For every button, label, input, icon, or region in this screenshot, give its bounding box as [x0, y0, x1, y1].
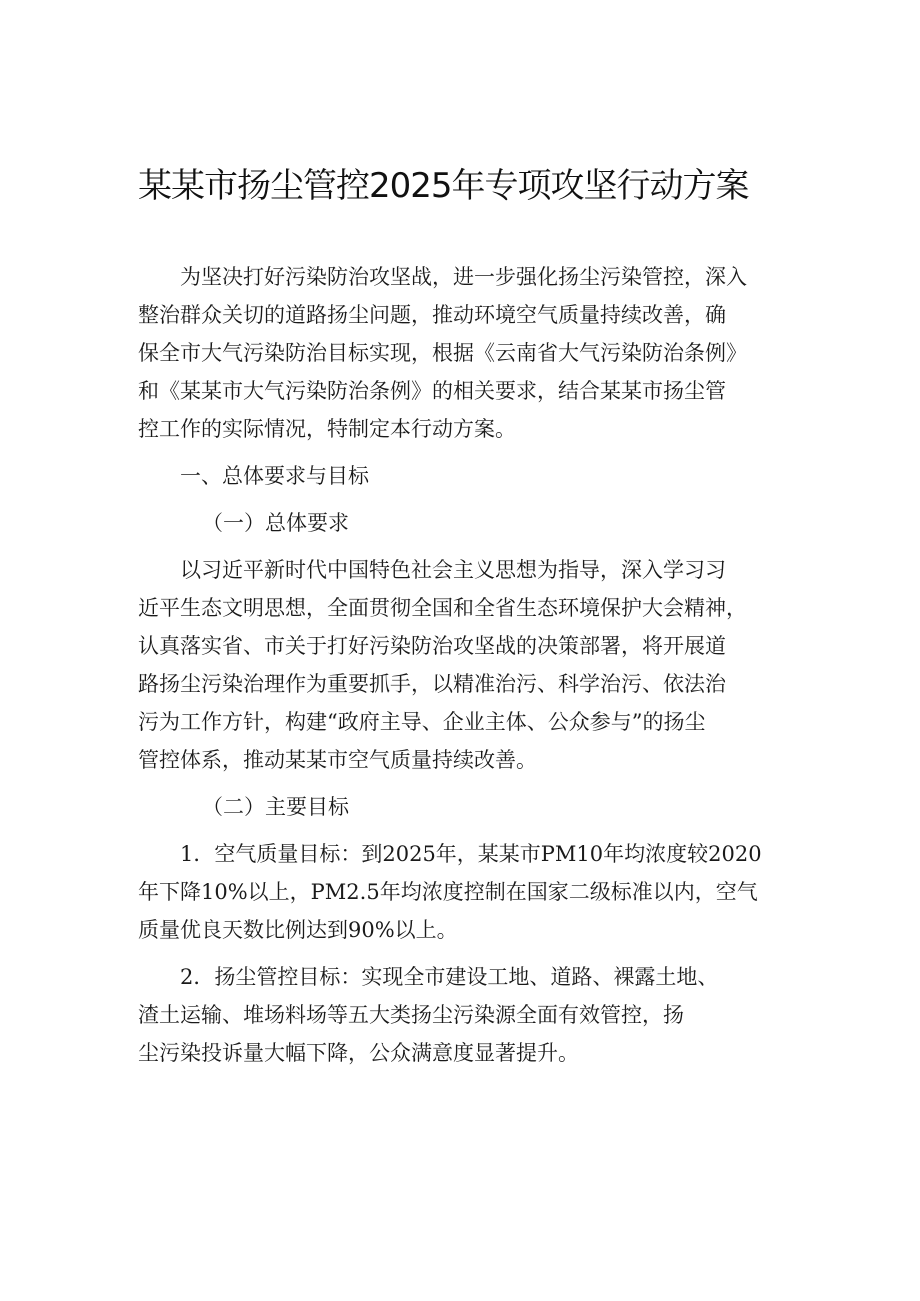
intro-line: 为坚决打好污染防治攻坚战，进一步强化扬尘污染管控，深入 — [180, 265, 747, 289]
goal-line: 尘污染投诉量大幅下降，公众满意度显著提升。 — [138, 1041, 579, 1065]
requirements-line: 以习近平新时代中国特色社会主义思想为指导，深入学习习 — [180, 558, 726, 582]
goal-line: 质量优良天数比例达到90%以上。 — [138, 918, 458, 942]
goal-line: 年下降10%以上，PM2.5年均浓度控制在国家二级标准以内，空气 — [138, 880, 758, 904]
requirements-line: 认真落实省、市关于打好污染防治攻坚战的决策部署，将开展道 — [138, 634, 726, 658]
subsection-heading: （一）总体要求 — [202, 511, 349, 535]
intro-line: 保全市大气污染防治目标实现，根据《云南省大气污染防治条例》 — [138, 341, 747, 365]
subsection-heading: （二）主要目标 — [202, 795, 349, 819]
requirements-paragraph — [138, 551, 798, 779]
document-title: 某某市扬尘管控2025年专项攻坚行动方案 — [138, 166, 749, 206]
goal-paragraph — [138, 835, 798, 949]
intro-line: 整治群众关切的道路扬尘问题，推动环境空气质量持续改善，确 — [138, 303, 726, 327]
goal-line: 渣土运输、堆场料场等五大类扬尘污染源全面有效管控，扬 — [138, 1003, 684, 1027]
requirements-line: 近平生态文明思想，全面贯彻全国和全省生态环境保护大会精神， — [138, 596, 747, 620]
goal-line: 1．空气质量目标：到2025年，某某市PM10年均浓度较2020 — [180, 842, 762, 866]
goal-paragraph — [138, 958, 798, 1072]
section-heading: 一、总体要求与目标 — [180, 464, 369, 488]
requirements-line: 管控体系，推动某某市空气质量持续改善。 — [138, 748, 537, 772]
goal-line: 2．扬尘管控目标：实现全市建设工地、道路、裸露土地、 — [180, 965, 719, 989]
intro-line: 控工作的实际情况，特制定本行动方案。 — [138, 417, 516, 441]
requirements-line: 污为工作方针，构建“政府主导、企业主体、公众参与”的扬尘 — [138, 710, 706, 734]
intro-line: 和《某某市大气污染防治条例》的相关要求，结合某某市扬尘管 — [138, 379, 726, 403]
document-body — [138, 258, 798, 1072]
requirements-line: 路扬尘污染治理作为重要抓手，以精准治污、科学治污、依法治 — [138, 672, 726, 696]
intro-paragraph — [138, 258, 798, 448]
